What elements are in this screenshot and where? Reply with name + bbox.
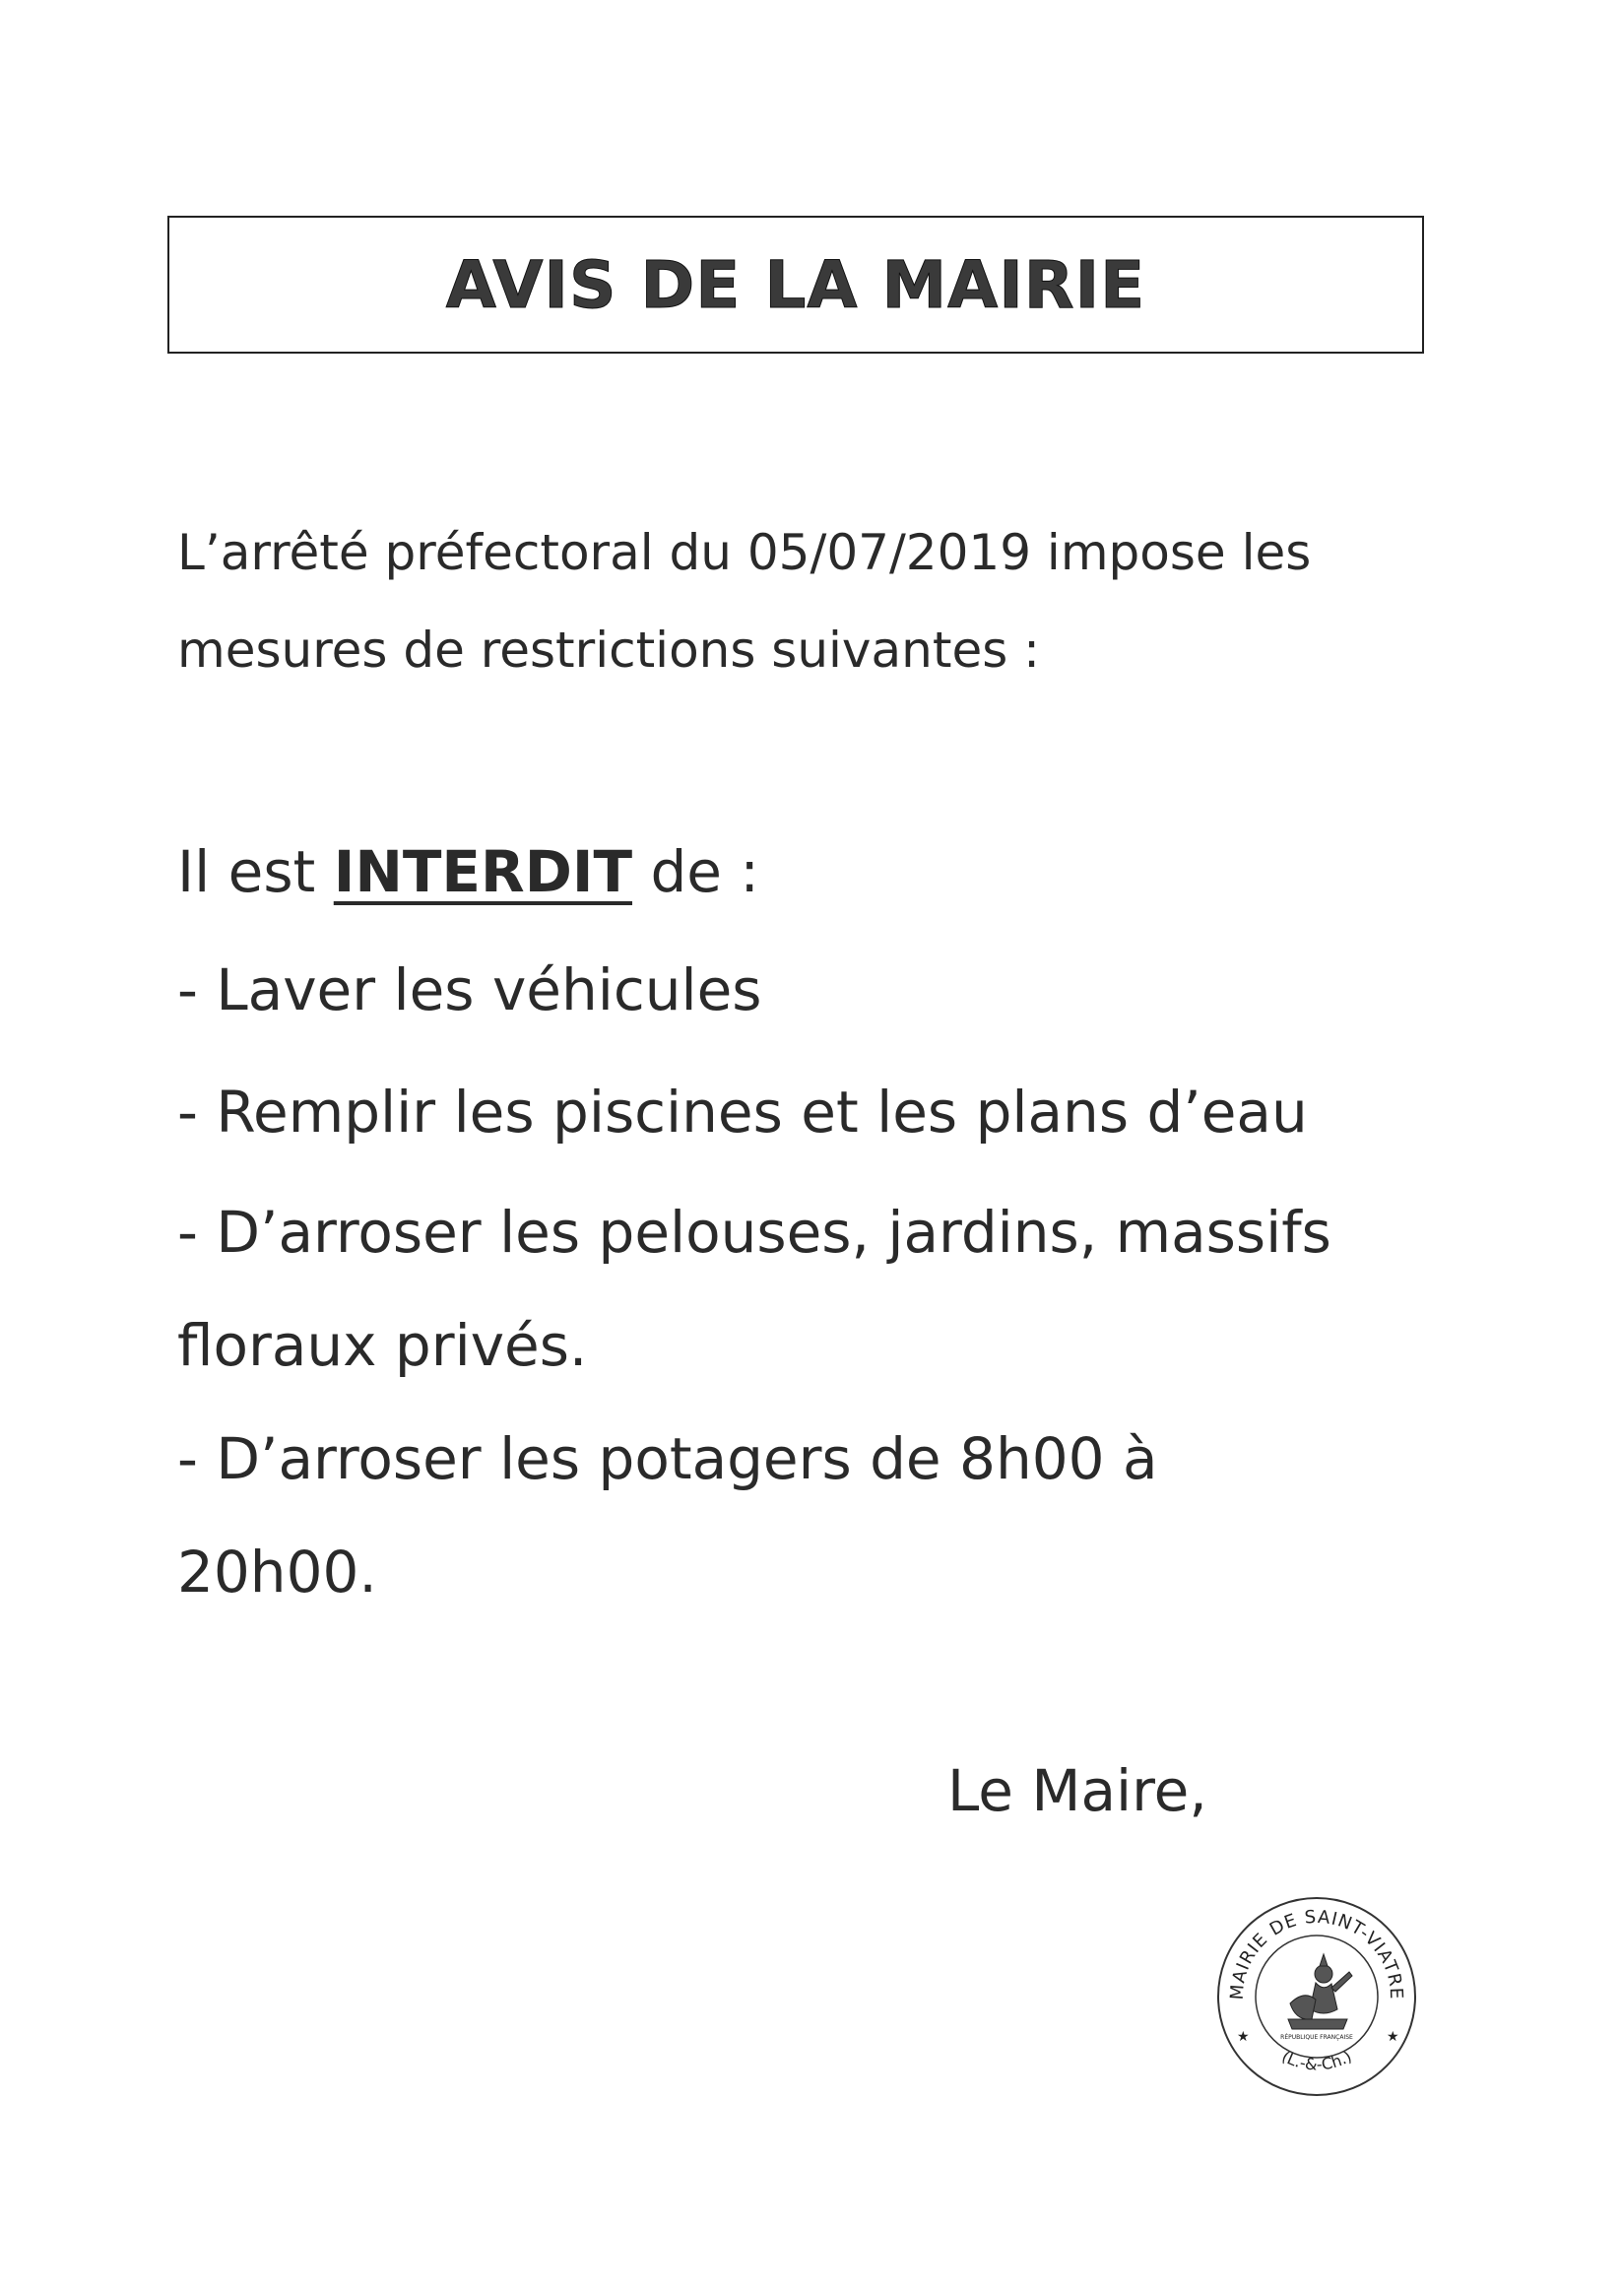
interdit-heading [177, 816, 1477, 929]
interdit-prefix: Il est [177, 838, 334, 905]
intro-line-1: L’arrêté préfectoral du 05/07/2019 impose les [177, 524, 1312, 581]
title-box [167, 216, 1424, 354]
signature: Le Maire, [947, 1757, 1207, 1824]
intro-line-2: mesures de restrictions suivantes : [177, 622, 1041, 679]
restriction-item-vehicles [177, 934, 1477, 1047]
list-item-continuation: floraux privés. [177, 1312, 588, 1379]
list-item-continuation: 20h00. [177, 1539, 377, 1606]
restriction-item-lawns [177, 1176, 1477, 1403]
stamp-bottom-text: (L.-&-Ch.) [1278, 2046, 1355, 2074]
restriction-item-pools [177, 1056, 1477, 1169]
svg-text:(L.-&-Ch.) [1278, 2047, 1354, 2074]
stamp-inner-text: RÉPUBLIQUE FRANÇAISE [1280, 2034, 1353, 2041]
svg-text:★: ★ [1387, 2029, 1399, 2045]
interdit-word: INTERDIT [333, 838, 633, 905]
restriction-item-vegetable-gardens [177, 1403, 1477, 1629]
page-title: AVIS DE LA MAIRIE [445, 246, 1146, 323]
official-seal-icon [1213, 1893, 1420, 2100]
interdit-suffix: de : [632, 838, 759, 905]
list-item: - D’arroser les potagers de 8h00 à [177, 1425, 1158, 1492]
stamp-ring-text: MAIRIE DE SAINT-VIATRE [1226, 1906, 1407, 2001]
intro-paragraph [177, 504, 1458, 699]
list-item: - Remplir les piscines et les plans d’eau [177, 1079, 1308, 1146]
list-item: - Laver les véhicules [177, 956, 762, 1023]
svg-text:★: ★ [1237, 2029, 1250, 2045]
list-item: - D’arroser les pelouses, jardins, massifs [177, 1199, 1331, 1266]
